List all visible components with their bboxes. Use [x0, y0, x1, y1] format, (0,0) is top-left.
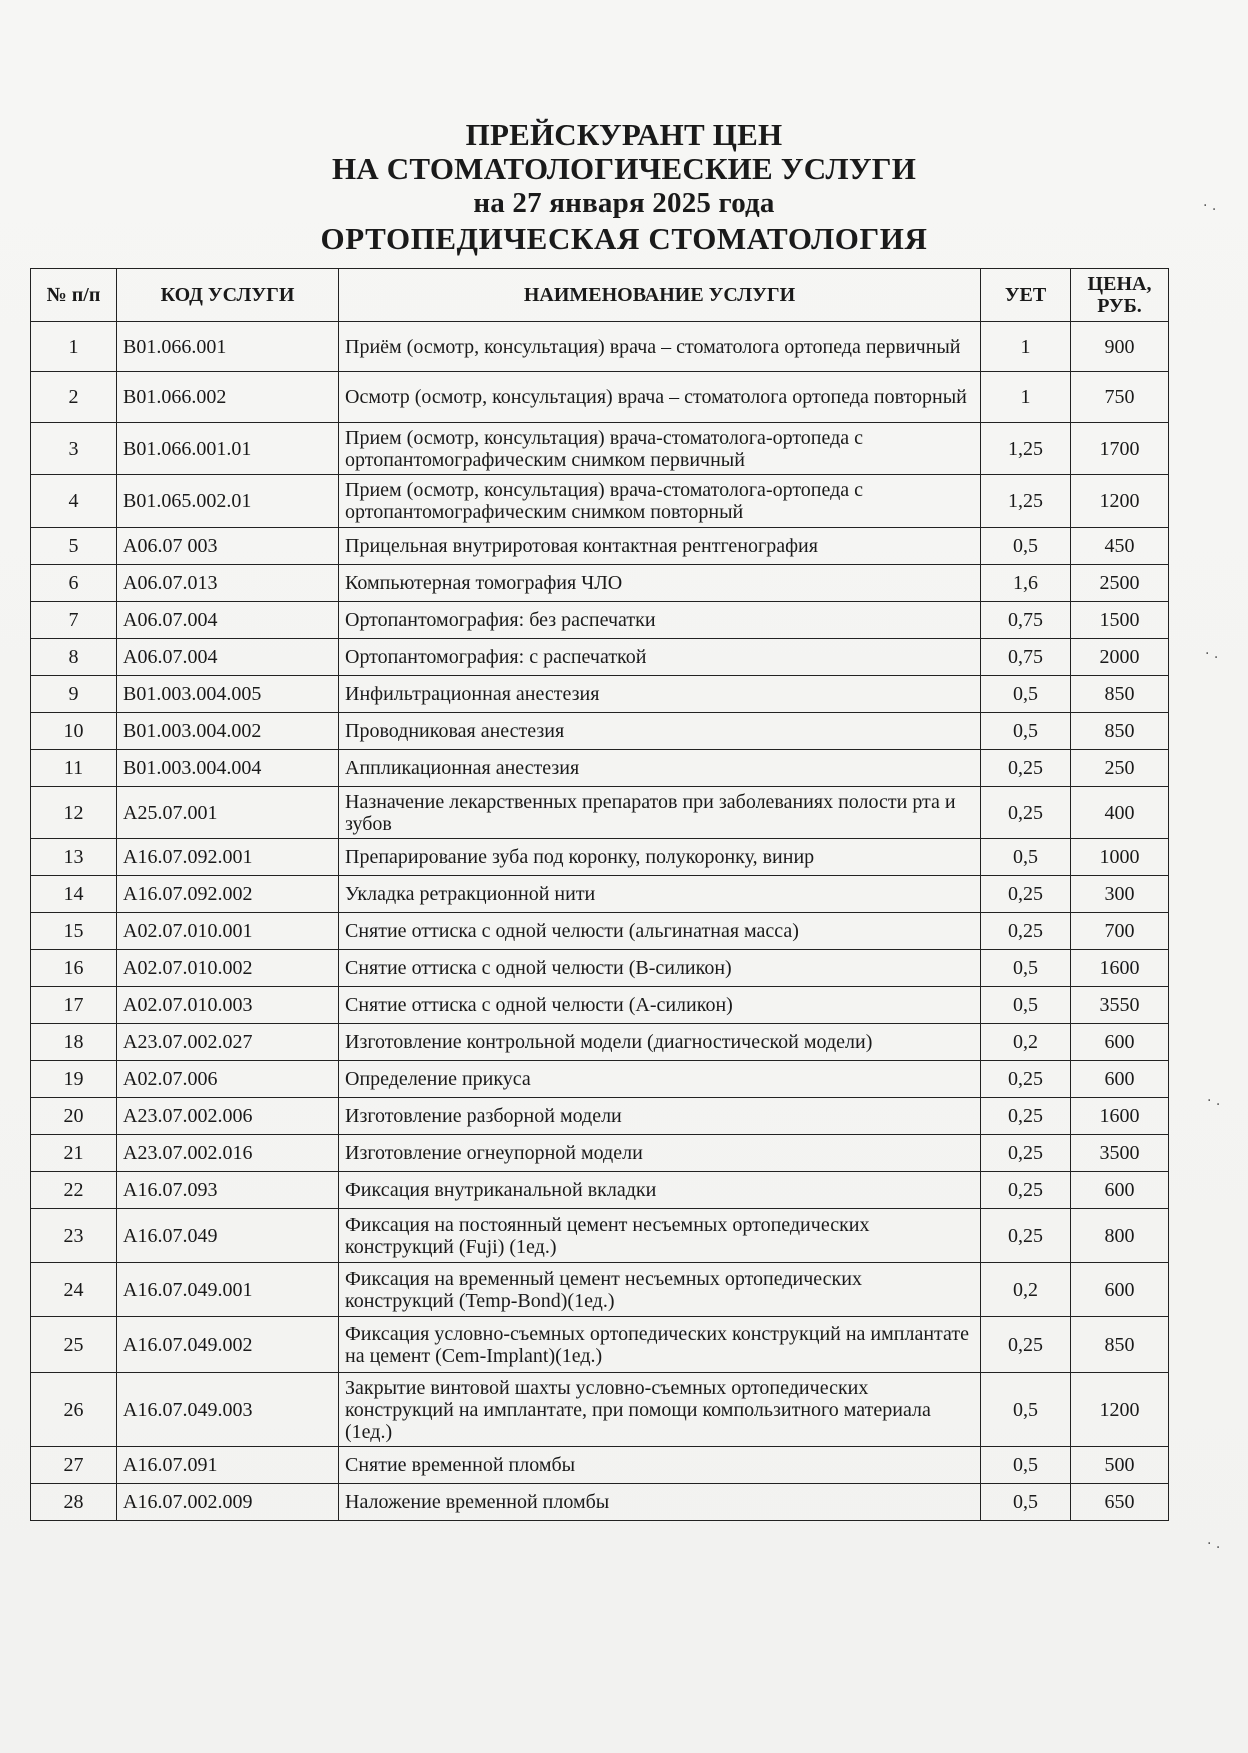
row-number: 21: [31, 1135, 117, 1172]
service-name: Прием (осмотр, консультация) врача-стоматолога-ортопеда с ортопантомографическим снимком первичный: [339, 423, 981, 475]
uet-value: 0,5: [981, 1373, 1071, 1447]
uet-value: 0,5: [981, 987, 1071, 1024]
service-code: В01.003.004.002: [117, 713, 339, 750]
table-row: [31, 1317, 1169, 1373]
price-value: 750: [1071, 372, 1169, 423]
row-number: 6: [31, 565, 117, 602]
service-name: Аппликационная анестезия: [339, 750, 981, 787]
service-code: А16.07.093: [117, 1172, 339, 1209]
uet-value: 0,25: [981, 913, 1071, 950]
price-value: 1200: [1071, 1373, 1169, 1447]
row-number: 19: [31, 1061, 117, 1098]
price-value: 850: [1071, 713, 1169, 750]
table-row: [31, 602, 1169, 639]
table-row: [31, 1098, 1169, 1135]
table-row: [31, 1135, 1169, 1172]
table-row: [31, 372, 1169, 423]
service-name: Снятие оттиска с одной челюсти (альгинатная масса): [339, 913, 981, 950]
service-name: Изготовление разборной модели: [339, 1098, 981, 1135]
price-value: 3500: [1071, 1135, 1169, 1172]
row-number: 27: [31, 1447, 117, 1484]
uet-value: 0,5: [981, 713, 1071, 750]
uet-value: 0,25: [981, 1061, 1071, 1098]
service-name: Прием (осмотр, консультация) врача-стоматолога-ортопеда с ортопантомографическим снимком повторный: [339, 475, 981, 528]
row-number: 22: [31, 1172, 117, 1209]
price-value: 850: [1071, 1317, 1169, 1373]
service-code: А02.07.010.002: [117, 950, 339, 987]
service-name: Прицельная внутриротовая контактная рентгенография: [339, 528, 981, 565]
column-header-uet: УЕТ: [981, 269, 1071, 322]
service-code: А25.07.001: [117, 787, 339, 839]
service-code: А23.07.002.006: [117, 1098, 339, 1135]
scan-mark: · .: [1207, 1536, 1221, 1552]
service-code: А16.07.049.001: [117, 1263, 339, 1317]
service-name: Осмотр (осмотр, консультация) врача – стоматолога ортопеда повторный: [339, 372, 981, 423]
row-number: 11: [31, 750, 117, 787]
price-value: 900: [1071, 322, 1169, 372]
service-name: Препарирование зуба под коронку, полукоронку, винир: [339, 839, 981, 876]
service-code: В01.066.001: [117, 322, 339, 372]
uet-value: 0,25: [981, 1317, 1071, 1373]
uet-value: 1,6: [981, 565, 1071, 602]
table-body: [31, 322, 1169, 1521]
service-name: Снятие временной пломбы: [339, 1447, 981, 1484]
price-value: 3550: [1071, 987, 1169, 1024]
uet-value: 1: [981, 372, 1071, 423]
uet-value: 0,5: [981, 1447, 1071, 1484]
service-name: Изготовление контрольной модели (диагностической модели): [339, 1024, 981, 1061]
table-row: [31, 1172, 1169, 1209]
table-row: [31, 1447, 1169, 1484]
service-code: А23.07.002.027: [117, 1024, 339, 1061]
service-code: А16.07.049.003: [117, 1373, 339, 1447]
row-number: 7: [31, 602, 117, 639]
row-number: 20: [31, 1098, 117, 1135]
row-number: 8: [31, 639, 117, 676]
price-value: 1500: [1071, 602, 1169, 639]
service-name: Фиксация на временный цемент несъемных ортопедических конструкций (Temp-Bond)(1ед.): [339, 1263, 981, 1317]
service-name: Фиксация условно-съемных ортопедических конструкций на имплантате на цемент (Cem-Implant)(1ед.): [339, 1317, 981, 1373]
uet-value: 0,25: [981, 876, 1071, 913]
row-number: 26: [31, 1373, 117, 1447]
service-name: Ортопантомография: без распечатки: [339, 602, 981, 639]
table-row: [31, 787, 1169, 839]
row-number: 17: [31, 987, 117, 1024]
column-header-name: НАИМЕНОВАНИЕ УСЛУГИ: [339, 269, 981, 322]
service-name: Проводниковая анестезия: [339, 713, 981, 750]
table-row: [31, 528, 1169, 565]
row-number: 3: [31, 423, 117, 475]
price-value: 400: [1071, 787, 1169, 839]
price-value: 600: [1071, 1024, 1169, 1061]
table-row: [31, 1024, 1169, 1061]
uet-value: 0,5: [981, 528, 1071, 565]
row-number: 25: [31, 1317, 117, 1373]
row-number: 24: [31, 1263, 117, 1317]
section-title: ОРТОПЕДИЧЕСКАЯ СТОМАТОЛОГИЯ: [320, 221, 928, 256]
title-date: на 27 января 2025 года: [473, 187, 775, 219]
service-code: А16.07.049.002: [117, 1317, 339, 1373]
service-name: Фиксация на постоянный цемент несъемных ортопедических конструкций (Fuji) (1ед.): [339, 1209, 981, 1263]
row-number: 2: [31, 372, 117, 423]
uet-value: 0,5: [981, 839, 1071, 876]
uet-value: 0,25: [981, 1172, 1071, 1209]
row-number: 4: [31, 475, 117, 528]
uet-value: 0,2: [981, 1263, 1071, 1317]
uet-value: 0,5: [981, 1484, 1071, 1521]
table-row: [31, 876, 1169, 913]
uet-value: 0,75: [981, 639, 1071, 676]
uet-value: 0,2: [981, 1024, 1071, 1061]
row-number: 16: [31, 950, 117, 987]
service-name: Определение прикуса: [339, 1061, 981, 1098]
row-number: 18: [31, 1024, 117, 1061]
column-header-code: КОД УСЛУГИ: [117, 269, 339, 322]
price-value: 600: [1071, 1172, 1169, 1209]
service-name: Снятие оттиска с одной челюсти (А-силикон): [339, 987, 981, 1024]
price-value: 1700: [1071, 423, 1169, 475]
service-code: А06.07 003: [117, 528, 339, 565]
service-name: Наложение временной пломбы: [339, 1484, 981, 1521]
table-row: [31, 475, 1169, 528]
uet-value: 0,25: [981, 1209, 1071, 1263]
price-table: [30, 268, 1169, 1521]
service-code: В01.066.002: [117, 372, 339, 423]
service-name: Приём (осмотр, консультация) врача – стоматолога ортопеда первичный: [339, 322, 981, 372]
row-number: 13: [31, 839, 117, 876]
table-row: [31, 987, 1169, 1024]
table-row: [31, 423, 1169, 475]
price-value: 500: [1071, 1447, 1169, 1484]
service-code: А06.07.004: [117, 602, 339, 639]
service-name: Снятие оттиска с одной челюсти (В-силикон): [339, 950, 981, 987]
service-code: А16.07.092.002: [117, 876, 339, 913]
uet-value: 0,25: [981, 787, 1071, 839]
price-value: 850: [1071, 676, 1169, 713]
service-name: Закрытие винтовой шахты условно-съемных ортопедических конструкций на имплантате, при помощи компользитного материала (1ед.): [339, 1373, 981, 1447]
service-code: А02.07.006: [117, 1061, 339, 1098]
row-number: 9: [31, 676, 117, 713]
uet-value: 0,25: [981, 750, 1071, 787]
service-code: А23.07.002.016: [117, 1135, 339, 1172]
service-name: Инфильтрационная анестезия: [339, 676, 981, 713]
table-row: [31, 639, 1169, 676]
service-code: А16.07.091: [117, 1447, 339, 1484]
row-number: 5: [31, 528, 117, 565]
service-code: А02.07.010.001: [117, 913, 339, 950]
row-number: 1: [31, 322, 117, 372]
service-name: Компьютерная томография ЧЛО: [339, 565, 981, 602]
table-row: [31, 1061, 1169, 1098]
price-value: 300: [1071, 876, 1169, 913]
uet-value: 0,5: [981, 950, 1071, 987]
service-code: А02.07.010.003: [117, 987, 339, 1024]
column-header-price: ЦЕНА, РУБ.: [1071, 269, 1169, 322]
title-line-2: НА СТОМАТОЛОГИЧЕСКИЕ УСЛУГИ: [331, 151, 917, 186]
price-value: 600: [1071, 1263, 1169, 1317]
scan-mark: · .: [1203, 198, 1217, 214]
uet-value: 0,75: [981, 602, 1071, 639]
table-row: [31, 950, 1169, 987]
service-name: Назначение лекарственных препаратов при заболеваниях полости рта и зубов: [339, 787, 981, 839]
uet-value: 0,5: [981, 676, 1071, 713]
table-row: [31, 1263, 1169, 1317]
table-row: [31, 839, 1169, 876]
service-code: А16.07.002.009: [117, 1484, 339, 1521]
price-value: 250: [1071, 750, 1169, 787]
service-code: В01.066.001.01: [117, 423, 339, 475]
service-code: А16.07.049: [117, 1209, 339, 1263]
service-code: В01.003.004.004: [117, 750, 339, 787]
uet-value: 0,25: [981, 1135, 1071, 1172]
table-row: [31, 750, 1169, 787]
price-value: 1000: [1071, 839, 1169, 876]
table-row: [31, 1484, 1169, 1521]
row-number: 10: [31, 713, 117, 750]
row-number: 14: [31, 876, 117, 913]
price-value: 650: [1071, 1484, 1169, 1521]
scan-mark: · .: [1205, 646, 1219, 662]
uet-value: 1,25: [981, 475, 1071, 528]
table-row: [31, 1373, 1169, 1447]
service-name: Фиксация внутриканальной вкладки: [339, 1172, 981, 1209]
service-code: А06.07.004: [117, 639, 339, 676]
service-code: В01.003.004.005: [117, 676, 339, 713]
uet-value: 1: [981, 322, 1071, 372]
service-code: А06.07.013: [117, 565, 339, 602]
price-value: 600: [1071, 1061, 1169, 1098]
service-code: А16.07.092.001: [117, 839, 339, 876]
price-value: 2000: [1071, 639, 1169, 676]
document-header: [0, 118, 1248, 258]
price-value: 450: [1071, 528, 1169, 565]
row-number: 28: [31, 1484, 117, 1521]
uet-value: 1,25: [981, 423, 1071, 475]
table-header-row: [31, 269, 1169, 322]
table-row: [31, 322, 1169, 372]
column-header-num: № п/п: [31, 269, 117, 322]
price-value: 800: [1071, 1209, 1169, 1263]
table-row: [31, 713, 1169, 750]
row-number: 15: [31, 913, 117, 950]
table-row: [31, 676, 1169, 713]
price-value: 1600: [1071, 950, 1169, 987]
table-row: [31, 913, 1169, 950]
service-name: Укладка ретракционной нити: [339, 876, 981, 913]
row-number: 12: [31, 787, 117, 839]
title-line-1: ПРЕЙСКУРАНТ ЦЕН: [465, 117, 783, 152]
row-number: 23: [31, 1209, 117, 1263]
service-code: В01.065.002.01: [117, 475, 339, 528]
scan-mark: · .: [1207, 1093, 1221, 1109]
price-value: 2500: [1071, 565, 1169, 602]
price-value: 1200: [1071, 475, 1169, 528]
uet-value: 0,25: [981, 1098, 1071, 1135]
price-value: 700: [1071, 913, 1169, 950]
service-name: Изготовление огнеупорной модели: [339, 1135, 981, 1172]
table-row: [31, 1209, 1169, 1263]
service-name: Ортопантомография: с распечаткой: [339, 639, 981, 676]
price-value: 1600: [1071, 1098, 1169, 1135]
table-row: [31, 565, 1169, 602]
